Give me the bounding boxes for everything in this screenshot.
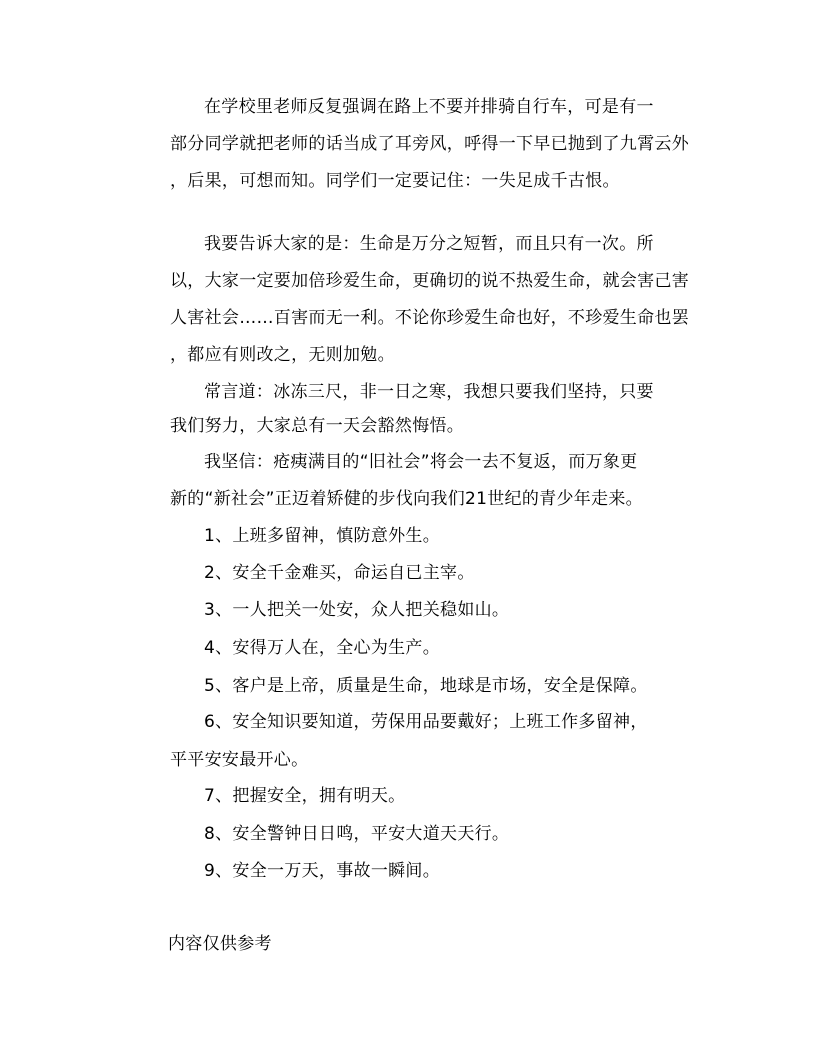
paragraph-3-line-2: 我们努力，大家总有一天会豁然悔悟。 — [170, 416, 465, 436]
paragraph-3-line-1: 常言道：冰冻三尺，非一日之寒，我想只要我们坚持，只要 — [204, 382, 654, 402]
slogan-7: 7、把握安全，拥有明天。 — [204, 786, 406, 806]
slogan-9: 9、安全一万天，事故一瞬间。 — [204, 861, 441, 881]
slogan-5: 5、客户是上帝，质量是生命，地球是市场，安全是保障。 — [204, 676, 648, 696]
slogan-6-line-2: 平平安安最开心。 — [170, 750, 309, 770]
paragraph-2-line-3: 人害社会……百害而无一利。不论你珍爱生命也好，不珍爱生命也罢 — [170, 308, 689, 328]
paragraph-4-line-2: 新的“新社会”正迈着矫健的步伐向我们21世纪的青少年走来。 — [170, 489, 643, 509]
slogan-8: 8、安全警钟日日鸣，平安大道天天行。 — [204, 824, 510, 844]
footer-note: 内容仅供参考 — [168, 934, 272, 954]
paragraph-2-line-4: ，都应有则改之，无则加勉。 — [170, 345, 395, 365]
slogan-4: 4、安得万人在，全心为生产。 — [204, 638, 441, 658]
slogan-2: 2、安全千金难买，命运自已主宰。 — [204, 563, 475, 583]
paragraph-2-line-2: 以，大家一定要加倍珍爱生命，更确切的说不热爱生命，就会害己害 — [170, 271, 689, 291]
paragraph-4-line-1: 我坚信：疮痍满目的“旧社会”将会一去不复返，而万象更 — [204, 452, 638, 472]
paragraph-2-line-1: 我要告诉大家的是：生命是万分之短暂，而且只有一次。所 — [204, 234, 654, 254]
paragraph-1-line-2: 部分同学就把老师的话当成了耳旁风，呼得一下早已抛到了九霄云外 — [170, 134, 689, 154]
paragraph-1-line-1: 在学校里老师反复强调在路上不要并排骑自行车，可是有一 — [204, 97, 654, 117]
slogan-1: 1、上班多留神，慎防意外生。 — [204, 526, 441, 546]
paragraph-1-line-3: ，后果，可想而知。同学们一定要记住：一失足成千古恨。 — [170, 171, 620, 191]
slogan-6-line-1: 6、安全知识要知道，劳保用品要戴好；上班工作多留神， — [204, 712, 648, 732]
slogan-3: 3、一人把关一处安，众人把关稳如山。 — [204, 600, 510, 620]
